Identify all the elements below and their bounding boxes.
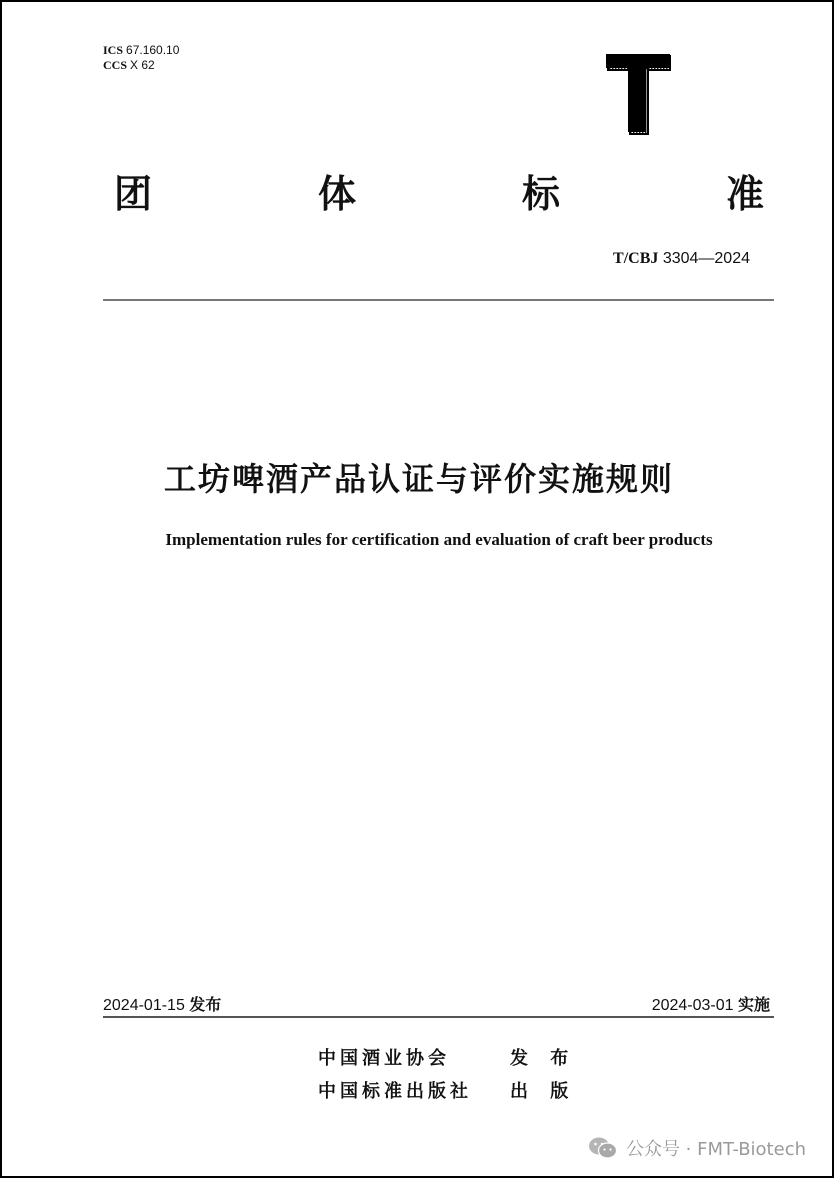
standard-number-prefix: T/CBJ	[613, 250, 659, 267]
standard-type-char: 团	[114, 172, 153, 216]
standard-type-char: 体	[317, 172, 356, 216]
ccs-code: X 62	[130, 58, 155, 72]
standard-type-char: 标	[521, 172, 560, 216]
bottom-divider	[103, 1016, 774, 1018]
classification-codes	[103, 43, 179, 73]
standard-number	[613, 250, 750, 268]
publisher-line	[318, 1044, 577, 1070]
implement-date	[652, 992, 770, 1015]
top-divider	[103, 299, 774, 301]
ics-code: 67.160.10	[126, 43, 180, 57]
publish-date-value: 2024-01-15	[103, 997, 185, 1014]
title-chinese: 工坊啤酒产品认证与评价实施规则	[163, 460, 674, 498]
watermark	[588, 1135, 806, 1161]
standard-type-char: 准	[725, 172, 764, 216]
watermark-text: 公众号 · FMT-Biotech	[625, 1139, 806, 1160]
publisher-role: 出 版	[510, 1081, 577, 1102]
wechat-icon	[588, 1136, 618, 1160]
ccs-line	[103, 58, 179, 73]
publisher-name: 中国酒业协会	[318, 1048, 450, 1069]
standard-t-logo	[606, 54, 672, 136]
standard-type-heading	[114, 170, 764, 218]
publish-date-label: 发布	[189, 995, 222, 1014]
publish-date	[103, 992, 221, 1015]
publisher-line	[318, 1077, 577, 1103]
title-english: Implementation rules for certification and evaluation of craft beer products	[165, 530, 713, 549]
implement-date-label: 实施	[737, 995, 770, 1014]
standard-number-value: 3304—2024	[662, 250, 750, 267]
ics-label: ICS	[103, 43, 124, 57]
publisher-name: 中国标准出版社	[318, 1081, 472, 1102]
ics-line	[103, 43, 179, 58]
implement-date-value: 2024-03-01	[651, 997, 734, 1014]
publisher-role: 发 布	[510, 1048, 577, 1069]
ccs-label: CCS	[103, 58, 128, 72]
